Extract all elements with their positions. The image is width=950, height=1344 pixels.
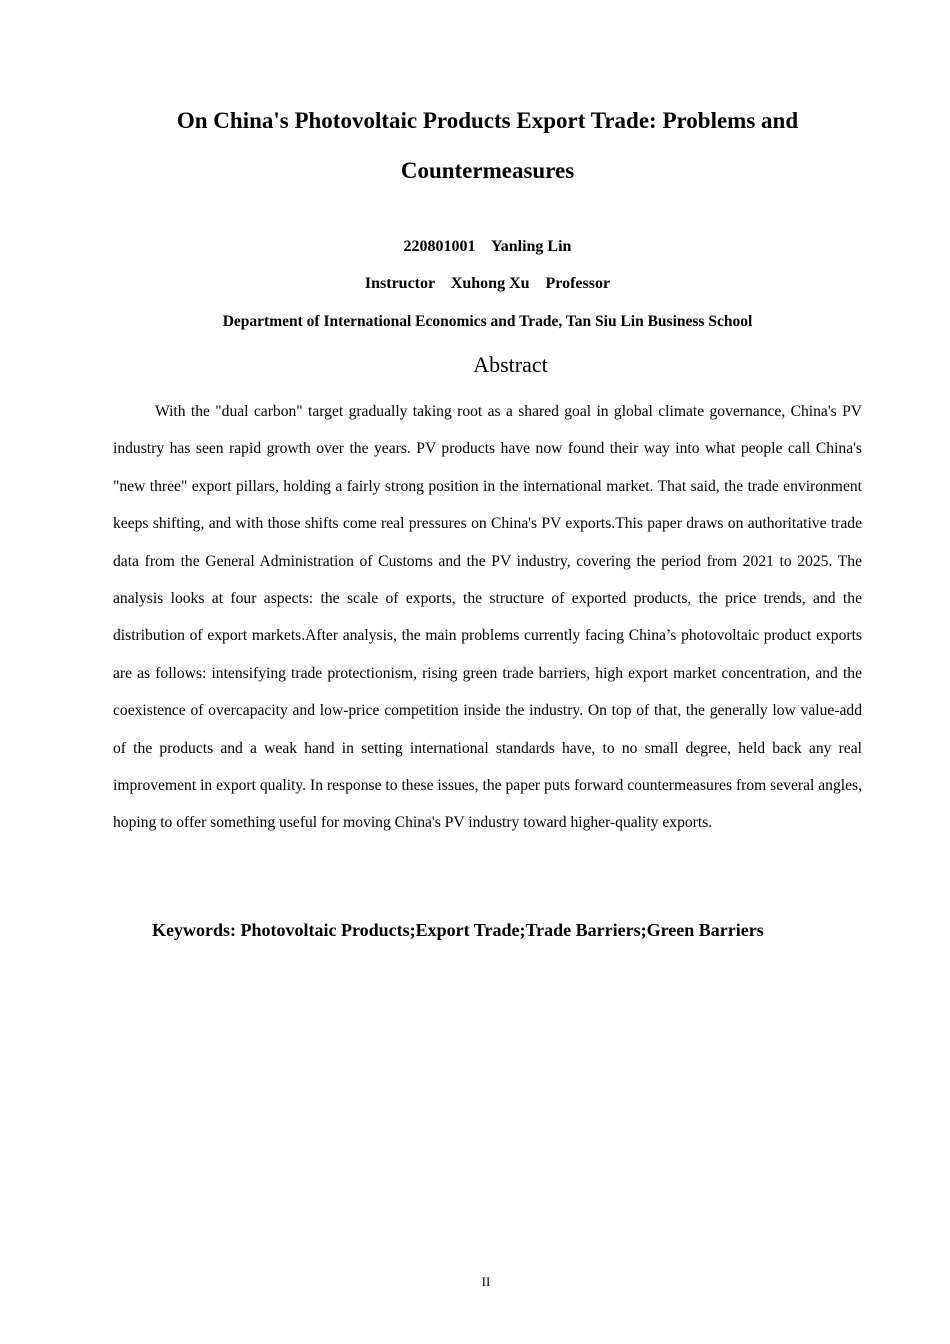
page-number: II — [481, 1274, 491, 1289]
abstract-body: With the "dual carbon" target gradually taking root as a shared goal in global climate governance, China's PV industry has seen rapid growth over the years. PV products have now found their way into what people call China's "new three" export pillars, holding a fairly strong position in the international market. That said, the trade environment keeps shifting, and with those shifts come real pressures on China's PV exports.This paper draws on authoritative trade data from the General Administration of Customs and the PV industry, covering the period from 2021 to 2025. The analysis looks at four aspects: the scale of exports, the structure of exported products, the price trends, and the distribution of export markets.After analysis, the main problems currently facing China’s photovoltaic product exports are as follows: intensifying trade protectionism, rising green trade barriers, high export market concentration, and the coexistence of overcapacity and low-price competition inside the industry. On top of that, the generally low value-add of the products and a weak hand in setting international standards have, to no small degree, held back any real improvement in export quality. In response to these issues, the paper puts forward countermeasures from several angles, hoping to offer something useful for moving China's PV industry toward higher-quality exports. — [113, 403, 862, 832]
instructor-line: Instructor Xuhong Xu Professor — [364, 275, 611, 292]
paper-title: On China's Photovoltaic Products Export Trade: Problems and Countermeasures — [176, 108, 799, 183]
department-line: Department of International Economics and Trade, Tan Siu Lin Business School — [222, 313, 753, 330]
author-line: 220801001 Yanling Lin — [403, 238, 572, 255]
abstract-heading: Abstract — [473, 352, 548, 377]
keywords-line: Keywords: Photovoltaic Products;Export Trade;Trade Barriers;Green Barriers — [152, 920, 764, 940]
